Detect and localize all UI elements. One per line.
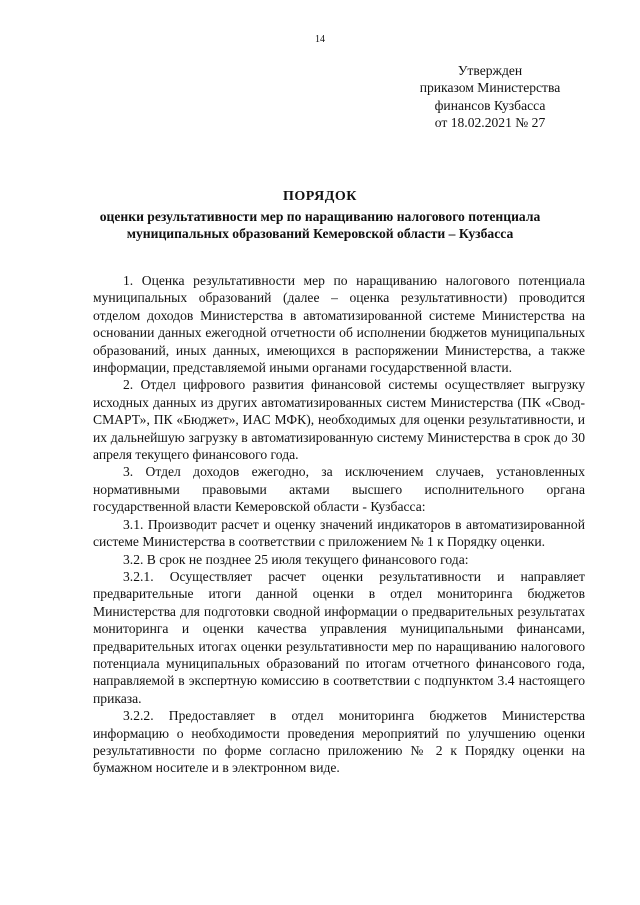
approval-line-approved: Утвержден bbox=[457, 63, 523, 78]
document-title: ПОРЯДОК bbox=[283, 189, 357, 204]
document-body bbox=[93, 272, 585, 777]
paragraph-3-2: 3.2. В срок не позднее 25 июля текущего финансового года: bbox=[123, 551, 469, 567]
paragraph-3: 3. Отдел доходов ежегодно, за исключением случаев, установленных нормативными правовыми актами высшего исполнительного органа государственной власти Кемеровской области - Кузбасса: bbox=[93, 464, 585, 515]
document-subtitle-line-2: муниципальных образований Кемеровской области – Кузбасса bbox=[126, 226, 514, 242]
paragraph-2: 2. Отдел цифрового развития финансовой системы осуществляет выгрузку исходных данных из других автоматизированных систем Министерства (ПК «Свод-СМАРТ», ПК «Бюджет», ИАС МФК), необходимых для оценки результативности, и их дальнейшую загрузку в автоматизированную систему Министерства в срок до 30 апреля текущего финансового года. bbox=[93, 377, 585, 463]
approval-line-ministry: финансов Кузбасса bbox=[434, 97, 546, 113]
title-block bbox=[60, 188, 580, 243]
paragraph-3-1: 3.1. Производит расчет и оценку значений индикаторов в автоматизированной системе Министерства в соответствии с приложением № 1 к Порядку оценки. bbox=[93, 516, 585, 550]
approval-stamp bbox=[400, 62, 580, 132]
paragraph-1: 1. Оценка результативности мер по наращиванию налогового потенциала муниципальных образований (далее – оценка результативности) проводится отделом доходов Министерства в автоматизированной системе Министерства на основании данных ежегодной отчетности об исполнении бюджетов муниципальных образований, иных данных, имеющихся в распоряжении Министерства, а также информации, представляемой иными органами государственной власти. bbox=[93, 273, 585, 376]
paragraph-3-2-1: 3.2.1. Осуществляет расчет оценки результативности и направляет предварительные итоги данной оценки в отдел мониторинга бюджетов Министерства для подготовки сводной информации о предварительных результатах мониторинга и оценки качества управления муниципальными финансами, предварительных итогах оценки результативности мер по наращиванию налогового потенциала муниципальных образований по итогам отчетного финансового года, направляемой в экспертную комиссию в соответствии с подпунктом 3.4 настоящего приказа. bbox=[93, 568, 585, 706]
approval-line-date: от 18.02.2021 № 27 bbox=[434, 115, 546, 131]
paragraph-3-2-2: 3.2.2. Предоставляет в отдел мониторинга бюджетов Министерства информацию о необходимости проведения мероприятий по улучшению оценки результативности по форме согласно приложению № 2 к Порядку оценки на бумажном носителе и в электронном виде. bbox=[93, 708, 585, 776]
document-subtitle-line-1: оценки результативности мер по наращиванию налогового потенциала bbox=[99, 209, 541, 224]
page-number: 14 bbox=[315, 34, 325, 45]
approval-line-order: приказом Министерства bbox=[419, 80, 561, 96]
